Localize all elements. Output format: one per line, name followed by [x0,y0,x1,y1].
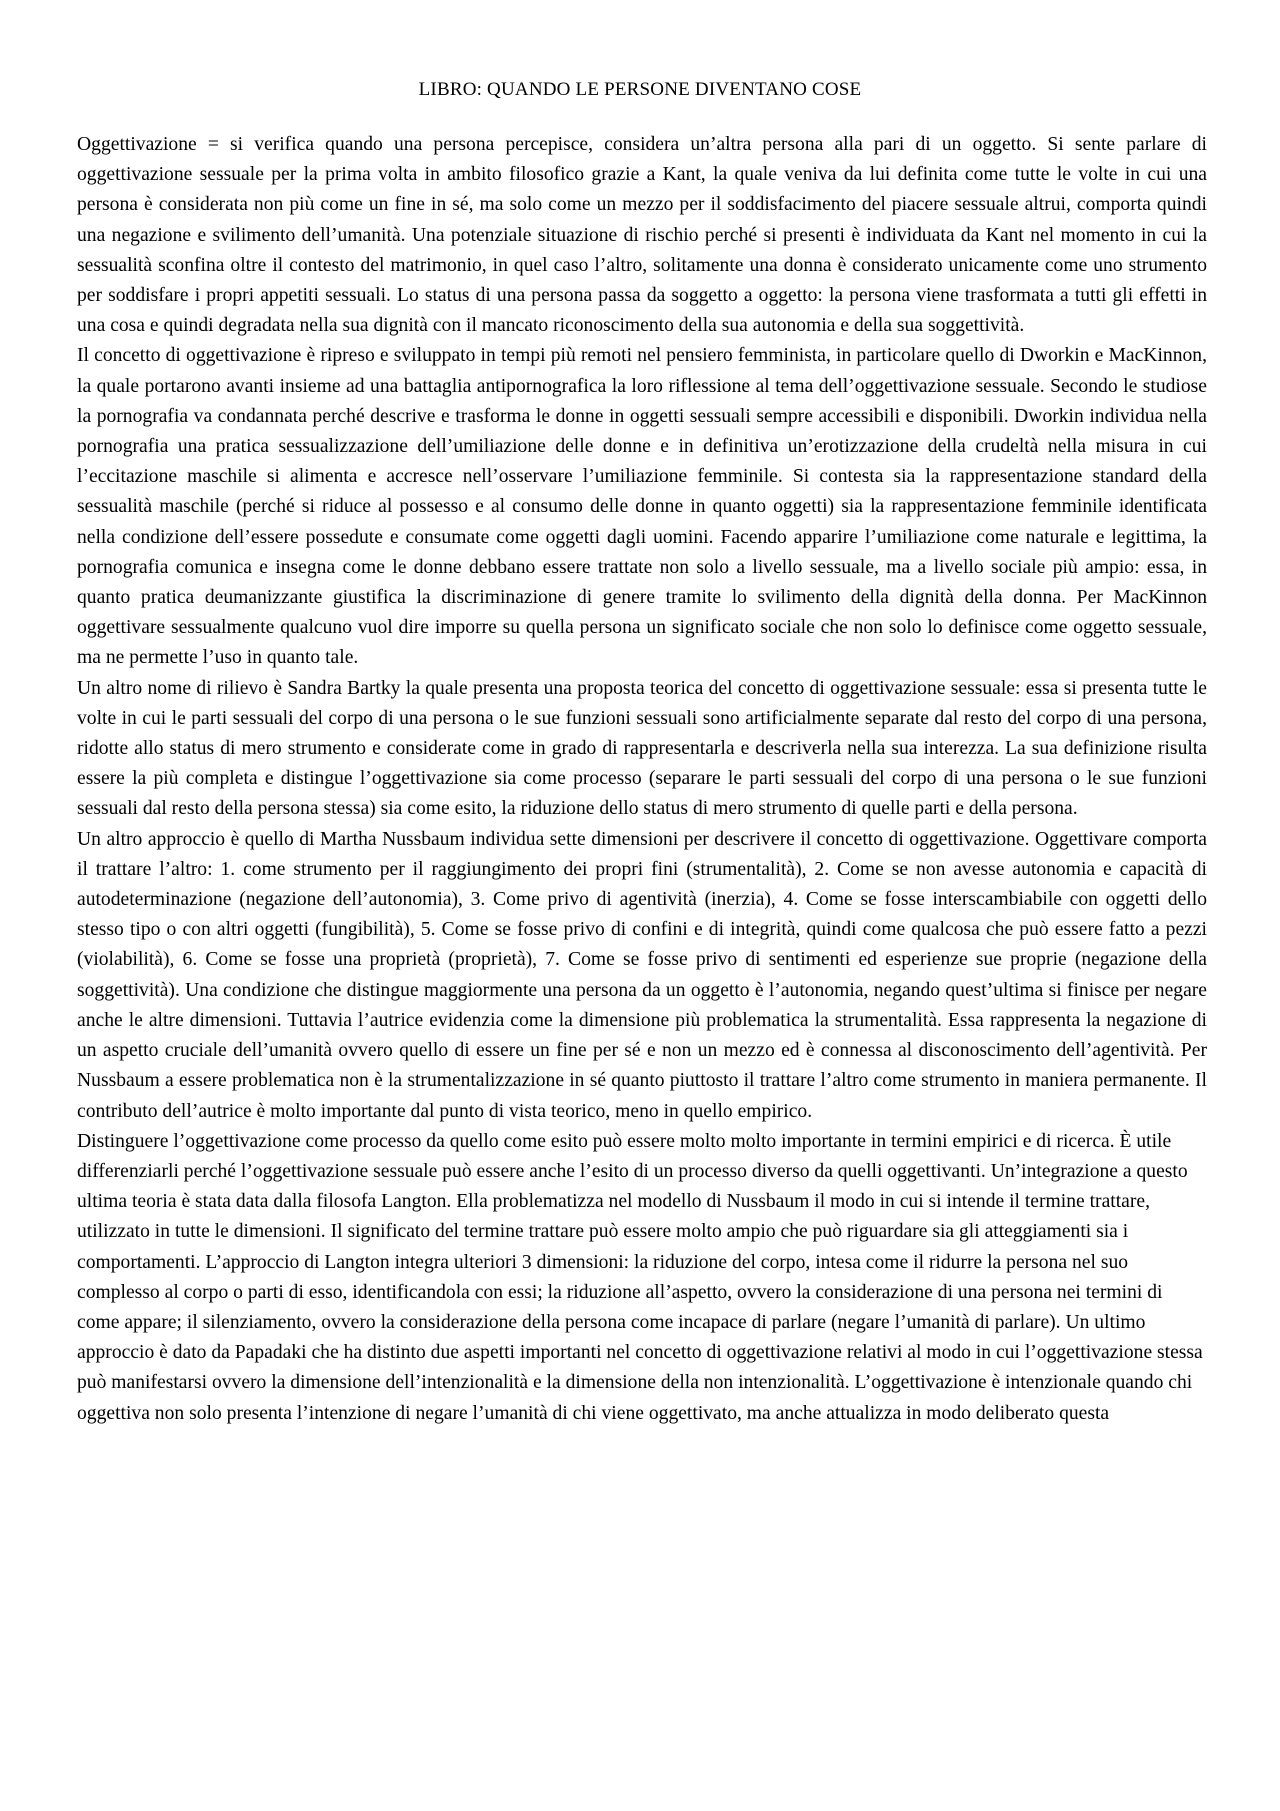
paragraph-kant: Oggettivazione = si verifica quando una persona percepisce, considera un’altra persona alla pari di un oggetto. Si sente parlare di oggettivazione sessuale per la prima volta in ambito filosofico grazie a Kant, la quale veniva da lui definita come tutte le volte in cui una persona è considerata non più come un fine in sé, ma solo come un mezzo per il soddisfacimento del piacere sessuale altrui, comporta quindi una negazione e svilimento dell’umanità. Una potenziale situazione di rischio perché si presenti è individuata da Kant nel momento in cui la sessualità sconfina oltre il contesto del matrimonio, in quel caso l’altro, solitamente una donna è considerato unicamente come uno strumento per soddisfare i propri appetiti sessuali. Lo status di una persona passa da soggetto a oggetto: la persona viene trasformata a tutti gli effetti in una cosa e quindi degradata nella sua dignità con il mancato riconoscimento della sua autonomia e della sua soggettività. [77,134,1207,337]
paragraph-nussbaum: Un altro approccio è quello di Martha Nussbaum individua sette dimensioni per descrivere il concetto di oggettivazione. Oggettivare comporta il trattare l’altro: 1. come strumento per il raggiungimento dei propri fini (strumentalità), 2. Come se non avesse autonomia e capacità di autodeterminazione (negazione dell’autonomia), 3. Come privo di agentività (inerzia), 4. Come se fosse interscambiabile con oggetti dello stesso tipo o con altri oggetti (fungibilità), 5. Come se fosse privo di confini e di integrità, quindi come qualcosa che può essere fatto a pezzi (violabilità), 6. Come se fosse una proprietà (proprietà), 7. Come se fosse privo di sentimenti ed esperienze sue proprie (negazione della soggettività). Una condizione che distingue maggiormente una persona da un oggetto è l’autonomia, negando quest’ultima si finisce per negare anche le altre dimensioni. Tuttavia l’autrice evidenzia come la dimensione più problematica la strumentalità. Essa rappresenta la negazione di un aspetto cruciale dell’umanità ovvero quello di essere un fine per sé e non un mezzo ed è connessa al disconoscimento dell’agentività. Per Nussbaum a essere problematica non è la strumentalizzazione in sé quanto piuttosto il trattare l’altro come strumento in maniera permanente. Il contributo dell’autrice è molto importante dal punto di vista teorico, meno in quello empirico. [77,828,1207,1122]
paragraph-dworkin-mackinnon: Il concetto di oggettivazione è ripreso e sviluppato in tempi più remoti nel pensiero femminista, in particolare quello di Dworkin e MacKinnon, la quale portarono avanti insieme ad una battaglia antipornografica la loro riflessione al tema dell’oggettivazione sessuale. Secondo le studiose la pornografia va condannata perché descrive e trasforma le donne in oggetti sessuali sempre accessibili e disponibili. Dworkin individua nella pornografia una pratica sessualizzazione dell’umiliazione delle donne e in definitiva un’erotizzazione della crudeltà nella misura in cui l’eccitazione maschile si alimenta e accresce nell’osservare l’umiliazione femminile. Si contesta sia la rappresentazione standard della sessualità maschile (perché si riduce al possesso e al consumo delle donne in quanto oggetti) sia la rappresentazione femminile identificata nella condizione dell’essere possedute e consumate come oggetti dagli uomini. Facendo apparire l’umiliazione come naturale e legittima, la pornografia comunica e insegna come le donne debbano essere trattate non solo a livello sessuale, ma a livello sociale più ampio: essa, in quanto pratica deumanizzante giustifica la discriminazione di genere tramite lo svilimento della dignità della donna. Per MacKinnon oggettivare sessualmente qualcuno vuol dire imporre su quella persona un significato sociale che non solo lo definisce come oggetto sessuale, ma ne permette l’uso in quanto tale. [77,345,1207,669]
paragraph-bartky: Un altro nome di rilievo è Sandra Bartky la quale presenta una proposta teorica del concetto di oggettivazione sessuale: essa si presenta tutte le volte in cui le parti sessuali del corpo di una persona o le sue funzioni sessuali sono artificialmente separate dal resto del corpo di una persona, ridotte allo status di mero strumento e considerate come in grado di rappresentarla e descriverla nella sua interezza. La sua definizione risulta essere la più completa e distingue l’oggettivazione sia come processo (separare le parti sessuali del corpo di una persona o le sue funzioni sessuali dal resto della persona stessa) sia come esito, la riduzione dello status di mero strumento di quelle parti e della persona. [77,677,1207,820]
paragraph-langton-papadaki: Distinguere l’oggettivazione come processo da quello come esito può essere molto molto importante in termini empirici e di ricerca. È utile differenziarli perché l’oggettivazione sessuale può essere anche l’esito di un processo diverso da quelli oggettivanti. Un’integrazione a questo ultima teoria è stata data dalla filosofa Langton. Ella problematizza nel modello di Nussbaum il modo in cui si intende il termine trattare, utilizzato in tutte le dimensioni. Il significato del termine trattare può essere molto ampio che può riguardare sia gli atteggiamenti sia i comportamenti. L’approccio di Langton integra ulteriori 3 dimensioni: la riduzione del corpo, intesa come il ridurre la persona nel suo complesso al corpo o parti di esso, identificandola con essi; la riduzione all’aspetto, ovvero la considerazione di una persona nei termini di come appare; il silenziamento, ovvero la considerazione della persona come incapace di parlare (negare l’umanità di parlare). Un ultimo approccio è dato da Papadaki che ha distinto due aspetti importanti nel concetto di oggettivazione relativi al modo in cui l’oggettivazione stessa può manifestarsi ovvero la dimensione dell’intenzionalità e la dimensione della non intenzionalità. L’oggettivazione è intenzionale quando chi oggettiva non solo presenta l’intenzione di negare l’umanità di chi viene oggettivato, ma anche attualizza in modo deliberato questa [77,1130,1203,1424]
document-body [77,130,1207,1429]
document-title: LIBRO: QUANDO LE PERSONE DIVENTANO COSE [418,79,862,100]
